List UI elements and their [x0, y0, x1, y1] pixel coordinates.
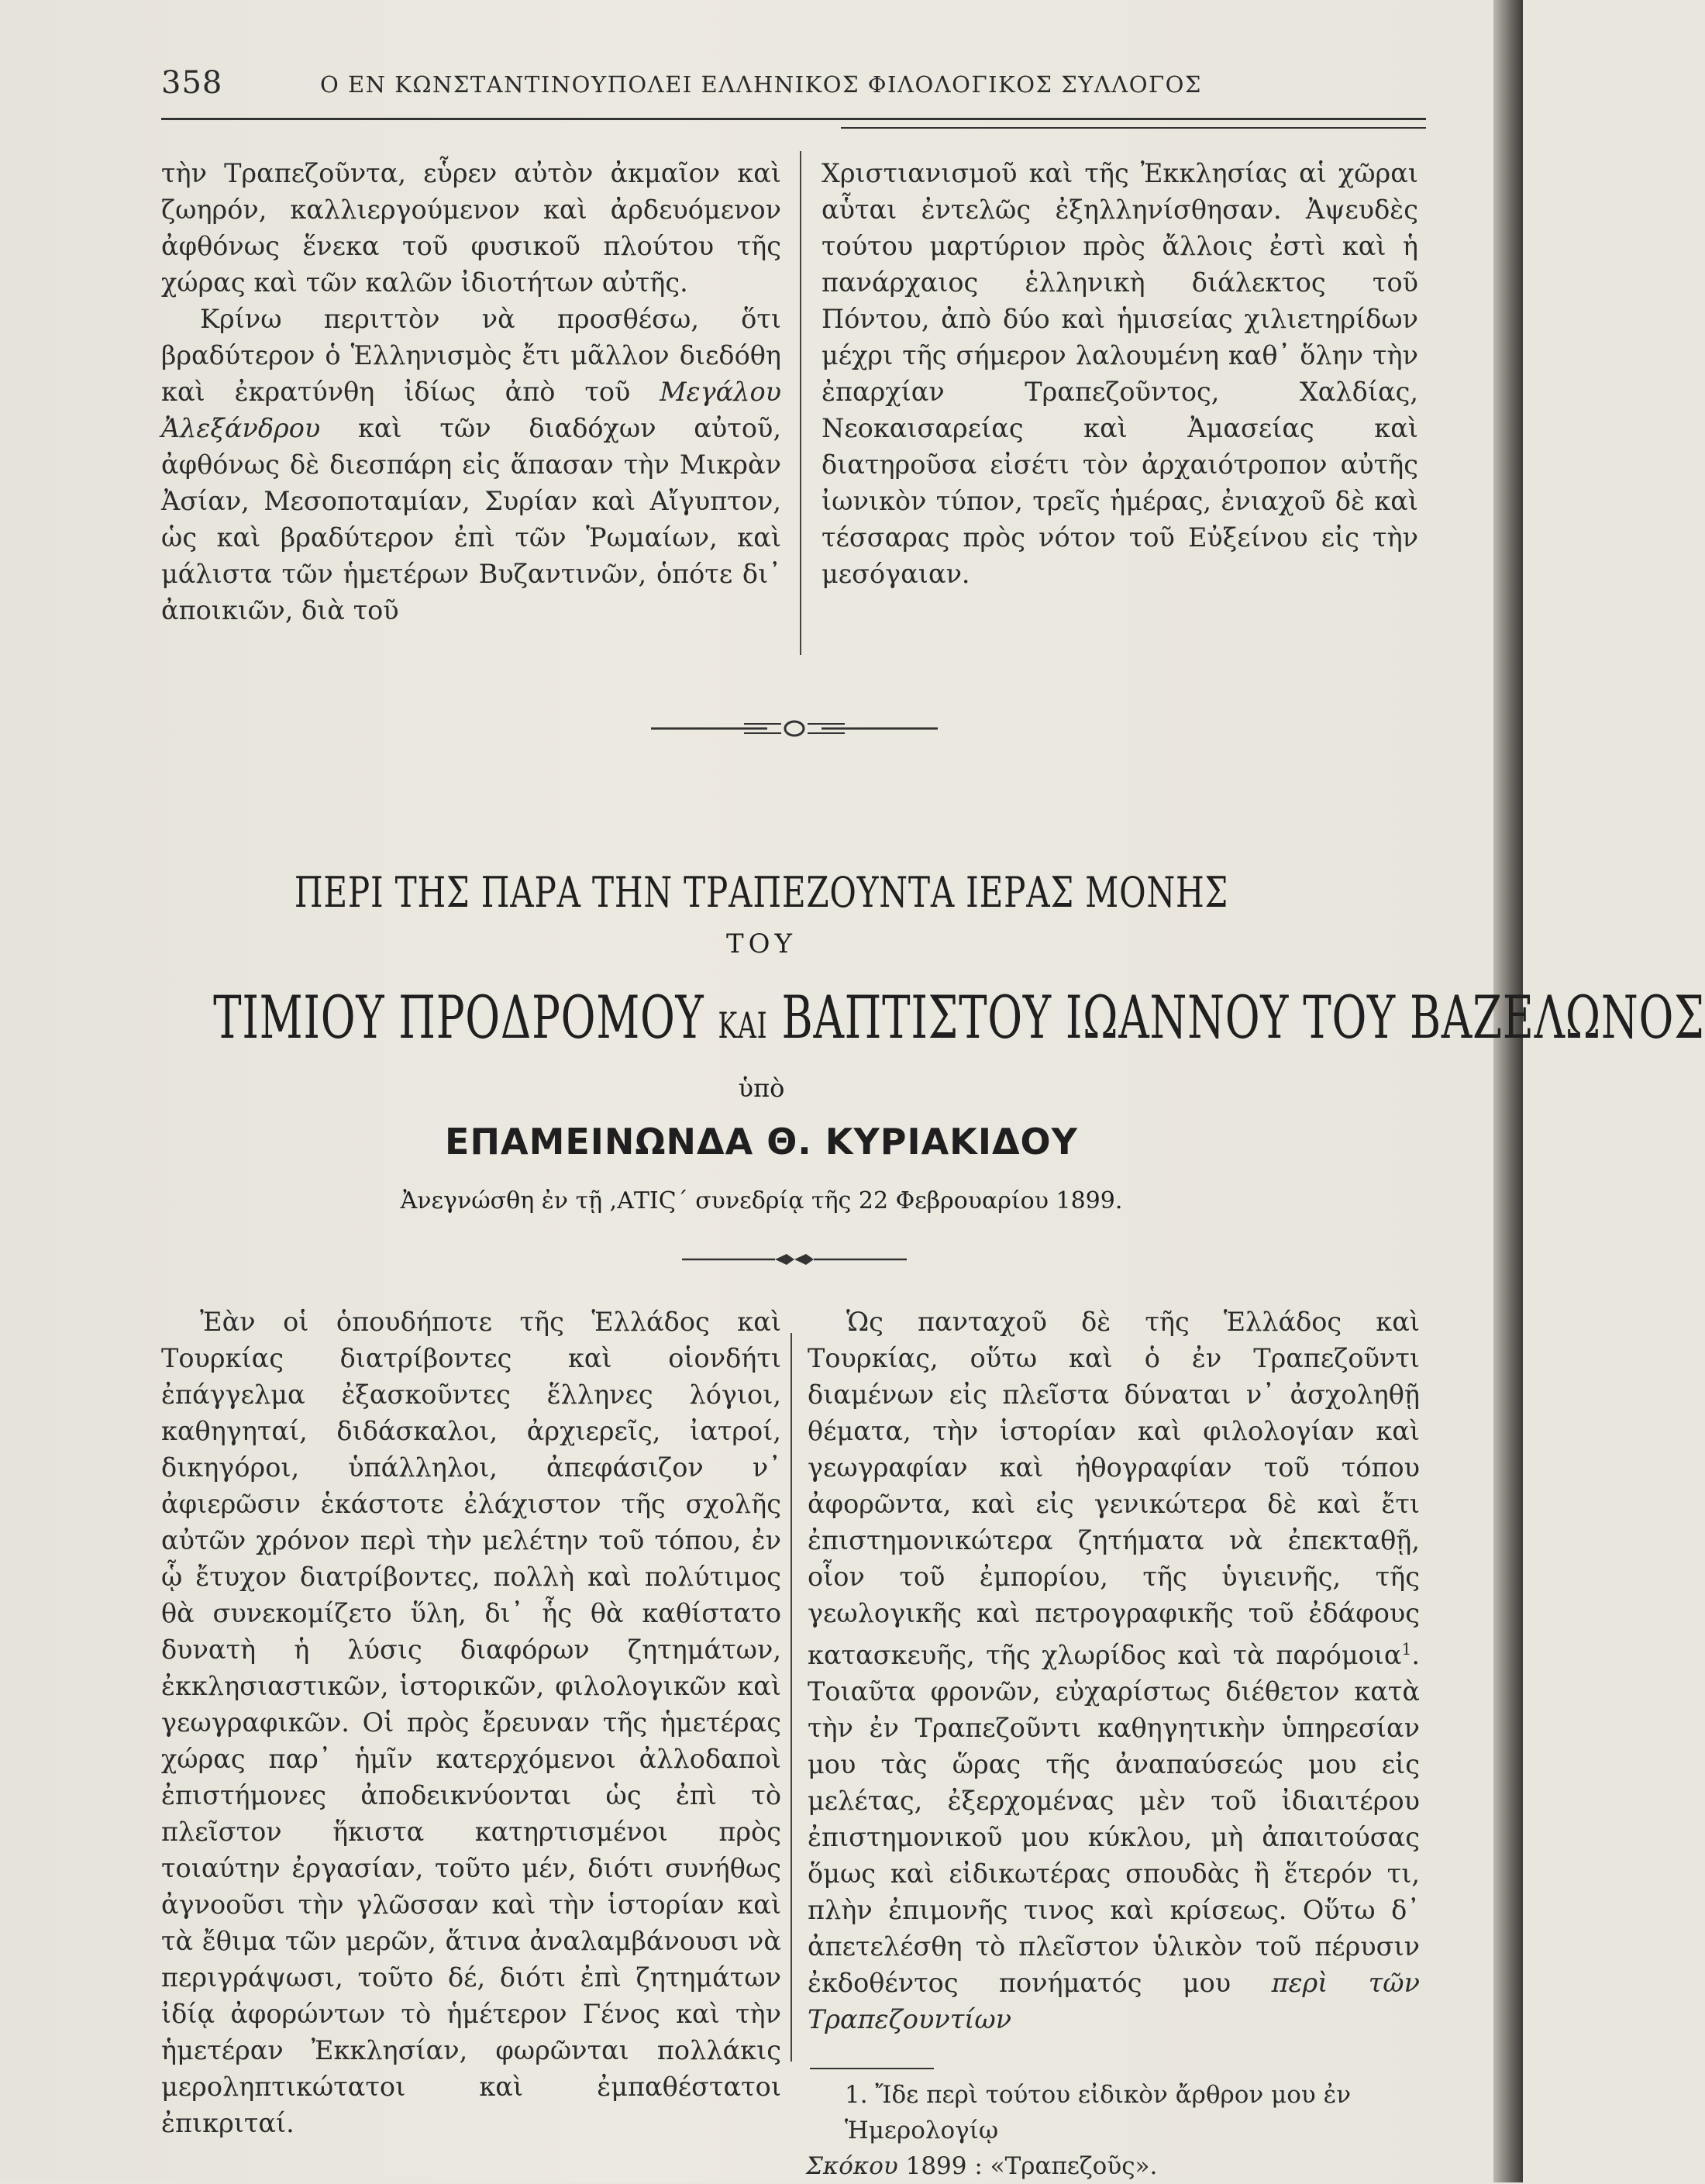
paragraph: Ὡς πανταχοῦ δὲ τῆς Ἑλλάδος καὶ Τουρκίας, οὕτω καὶ ὁ ἐν Τραπεζοῦντι διαμένων εἰς πλεῖστα δύναται ν᾽ ἀσχοληθῇ θέματα, τὴν ἱστορίαν καὶ φιλολογίαν καὶ γεωγραφίαν καὶ ἠθογραφίαν τοῦ τόπου ἀφορῶντα, καὶ εἰς γενικώτερα δὲ καὶ ἔτι ἐπιστημονικώτερα ζητήματα νὰ ἐπεκταθῇ, οἷον τοῦ ἐμπορίου, τῆς ὑγιεινῆς, τῆς γεωλογικῆς καὶ πετρογραφικῆς τοῦ ἐδάφους κατασκευῆς, τῆς χλωρίδος καὶ τὰ παρόμοια$^1$. Τοιαῦτα φρονῶν, εὐχαρίστως διέθετον κατὰ τὴν ἐν Τραπεζοῦντι καθηγητικὴν ὑπηρεσίαν μου τὰς ὥρας τῆς ἀναπαύσεώς μου εἰς μελέτας, ἐξερχομένας μὲν τοῦ ἰδιαιτέρου ἐπιστημονικοῦ μου κύκλου, μὴ ἀπαιτούσας ὅμως καὶ εἰδικωτέρας σπουδὰς ἢ ἕτερόν τι, πλὴν ἐπιμονῆς τινος καὶ κρίσεως. Οὕτω δ᾽ ἀπετελέσθη τὸ πλεῖστον ὑλικὸν τοῦ πέρυσιν ἐκδοθέντος πονήματός μου περὶ τῶν Τραπεζουντίων — [808, 1307, 1420, 2035]
page-header — [161, 65, 1417, 104]
footnote-rule — [810, 2068, 934, 2069]
reading-note: Ἀνεγνώσθη ἐν τῇ ,ΑΤΙϚ΄ συνεδρίᾳ τῆς 22 Φεβρουαρίου 1899. — [400, 1187, 1123, 1214]
author-name: ΕΠΑΜΕΙΝΩΝΔΑ Θ. ΚΥΡΙΑΚΙΔΟΥ — [445, 1121, 1078, 1163]
paragraph: τὴν Τραπεζοῦντα, εὗρεν αὐτὸν ἀκμαῖον καὶ ζωηρόν, καλλιεργούμενον καὶ ἀρδευόμενον ἀφθόνως ἕνεκα τοῦ φυσικοῦ πλούτου τῆς χώρας καὶ τῶν καλῶν ἰδιοτήτων αὐτῆς. — [161, 158, 781, 298]
page-number: 358 — [161, 65, 223, 101]
italic-title: περὶ τῶν Τραπεζουντίων — [808, 1968, 1420, 2035]
paragraph: Κρίνω περιττὸν νὰ προσθέσω, ὅτι βραδύτερον ὁ Ἑλληνισμὸς ἔτι μᾶλλον διεδόθη καὶ ἐκρατύνθη ἰδίως ἀπὸ τοῦ Μεγάλου Ἀλεξάνδρου καὶ τῶν διαδόχων αὐτοῦ, ἀφθόνως δὲ διεσπάρη εἰς ἅπασαν τὴν Μικρὰν Ἀσίαν, Μεσοποταμίαν, Συρίαν καὶ Αἴγυπτον, ὡς καὶ βραδύτερον ἐπὶ τῶν Ῥωμαίων, καὶ μάλιστα τῶν ἡμετέρων Βυζαντινῶν, ὁπότε δι᾽ ἀποικιῶν, διὰ τοῦ — [161, 304, 781, 625]
top-right-column — [822, 155, 1418, 592]
article-title-line-1: ΠΕΡΙ ΤΗΣ ΠΑΡΑ ΤΗΝ ΤΡΑΠΕΖΟΥΝΤΑ ΙΕΡΑΣ ΜΟΝΗΣ — [294, 868, 1229, 917]
bottom-right-column — [808, 1304, 1420, 2038]
paragraph: Ἐὰν οἱ ὁπουδήποτε τῆς Ἑλλάδος καὶ Τουρκίας διατρίβοντες καὶ οἱονδήτι ἐπάγγελμα ἐξασκοῦντες ἕλληνες λόγιοι, καθηγηταί, διδάσκαλοι, ἀρχιερεῖς, ἰατροί, δικηγόροι, ὑπάλληλοι, ἀπεφάσιζον ν᾽ ἀφιερῶσιν ἑκάστοτε ἐλάχιστον τῆς σχολῆς αὐτῶν χρόνον περὶ τὴν μελέτην τοῦ τόπου, ἐν ᾧ ἔτυχον διατρίβοντες, πολλὴ καὶ πολύτιμος θὰ συνεκομίζετο ὕλη, δι᾽ ἧς θὰ καθίστατο δυνατὴ ἡ λύσις διαφόρων ζητημάτων, ἐκκλησιαστικῶν, ἱστορικῶν, φιλολογικῶν καὶ γεωγραφικῶν. Οἱ πρὸς ἔρευναν τῆς ἡμετέρας χώρας παρ᾽ ἡμῖν κατερχόμενοι ἀλλοδαποὶ ἐπιστήμονες ἀποδεικνύονται ὡς ἐπὶ τὸ πλεῖστον ἥκιστα κατηρτισμένοι πρὸς τοιαύτην ἐργασίαν, τοῦτο μέν, διότι συνήθως ἀγνοοῦσι τὴν γλῶσσαν καὶ τὴν ἱστορίαν καὶ τὰ ἔθιμα τῶν μερῶν, ἅτινα ἀναλαμβάνουσι νὰ περιγράψωσι, τοῦτο δέ, διότι ἐπὶ ζητημάτων ἰδίᾳ ἀφορώντων τὸ ἡμέτερον Γένος καὶ τὴν ἡμετέραν Ἐκκλησίαν, φωρῶνται πολλάκις μεροληπτικώτατοι καὶ ἐμπαθέστατοι ἐπικριταί. — [161, 1307, 781, 2138]
bottom-left-column — [161, 1304, 781, 2141]
footnote — [806, 2077, 1426, 2184]
article-title-line-2: ΤΙΜΙΟΥ ΠΡΟΔΡΟΜΟΥ ΚΑΙ ΒΑΠΤΙΣΤΟΥ ΙΩΑΝΝΟΥ ΤΟΥ ΒΑΖΕΛΩΝΟΣ — [213, 983, 1705, 1052]
header-rule-top — [161, 118, 1426, 120]
article-title-tou: ΤΟΥ — [726, 928, 797, 959]
small-ornament — [682, 1248, 907, 1271]
section-ornament — [651, 713, 938, 744]
column-divider — [800, 151, 801, 655]
italic-name: Μεγάλου Ἀλεξάνδρου — [161, 377, 781, 443]
footnote-line: 1. Ἴδε περὶ τούτου εἰδικὸν ἄρθρον μου ἐν Ἡμερολογίῳ — [845, 2081, 1352, 2144]
running-head: Ο ΕΝ ΚΩΝΣΤΑΝΤΙΝΟΥΠΟΛΕΙ ΕΛΛΗΝΙΚΟΣ ΦΙΛΟΛΟΓΙΚΟΣ ΣΥΛΛΟΓΟΣ — [320, 71, 1202, 98]
footnote-line: Σκόκου 1899 : «Τραπεζοῦς». — [806, 2152, 1158, 2180]
top-left-column — [161, 155, 781, 629]
footnote-marker: 1 — [1401, 1640, 1412, 1659]
byline-preposition: ὑπὸ — [738, 1073, 785, 1103]
column-divider — [790, 1333, 792, 2062]
paragraph: Χριστιανισμοῦ καὶ τῆς Ἐκκλησίας αἱ χῶραι αὗται ἐντελῶς ἐξηλληνίσθησαν. Ἀψευδὲς τούτου μαρτύριον πρὸς ἄλλοις ἐστὶ καὶ ἡ πανάρχαιος ἑλληνικὴ διάλεκτος τοῦ Πόντου, ἀπὸ δύο καὶ ἡμισείας χιλιετηρίδων μέχρι τῆς σήμερον λαλουμένη καθ᾽ ὅλην τὴν ἐπαρχίαν Τραπεζοῦντος, Χαλδίας, Νεοκαισαρείας καὶ Ἀμασείας καὶ διατηροῦσα εἰσέτι τὸν ἀρχαιότροπον αὐτῆς ἰωνικὸν τύπον, τρεῖς ἡμέρας, ἐνιαχοῦ δὲ καὶ τέσσαρας πρὸς νότον τοῦ Εὐξείνου εἰς τὴν μεσόγαιαν. — [822, 158, 1418, 589]
header-rule-bottom — [841, 127, 1426, 129]
